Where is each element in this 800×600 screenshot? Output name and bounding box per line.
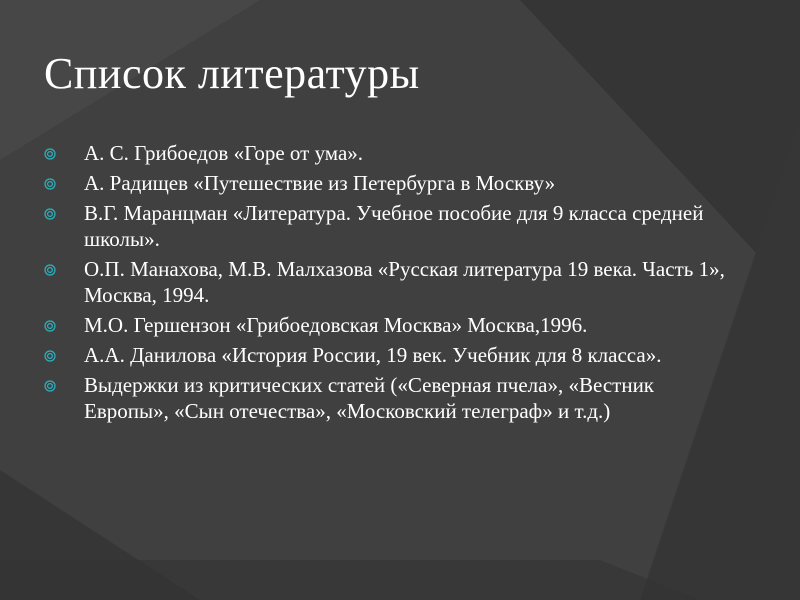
target-circle-icon <box>44 264 56 276</box>
list-item-text: А. Радищев «Путешествие из Петербурга в Москву» <box>84 171 556 195</box>
bibliography-list <box>44 140 744 428</box>
list-item-text: А.А. Данилова «История России, 19 век. Учебник для 8 класса». <box>84 343 662 367</box>
target-circle-icon <box>44 350 56 362</box>
list-item-text: О.П. Манахова, М.В. Малхазова «Русская литература 19 века. Часть 1», Москва, 1994. <box>84 257 725 307</box>
target-circle-icon <box>44 380 56 392</box>
list-item-text: В.Г. Маранцман «Литература. Учебное пособие для 9 класса средней школы». <box>84 201 704 251</box>
list-item <box>44 200 744 252</box>
list-item-text: А. С. Грибоедов «Горе от ума». <box>84 141 364 165</box>
list-item <box>44 372 744 424</box>
list-item <box>44 140 744 166</box>
list-item-text: М.О. Гершензон «Грибоедовская Москва» Москва,1996. <box>84 313 588 337</box>
list-item <box>44 170 744 196</box>
target-circle-icon <box>44 320 56 332</box>
list-item <box>44 312 744 338</box>
target-circle-icon <box>44 178 56 190</box>
list-item <box>44 342 744 368</box>
list-item <box>44 256 744 308</box>
list-item-text: Выдержки из критических статей («Северная пчела», «Вестник Европы», «Сын отечества», «Московский телеграф» и т.д.) <box>84 373 655 423</box>
target-circle-icon <box>44 148 56 160</box>
slide-title: Список литературы <box>44 49 420 98</box>
target-circle-icon <box>44 208 56 220</box>
